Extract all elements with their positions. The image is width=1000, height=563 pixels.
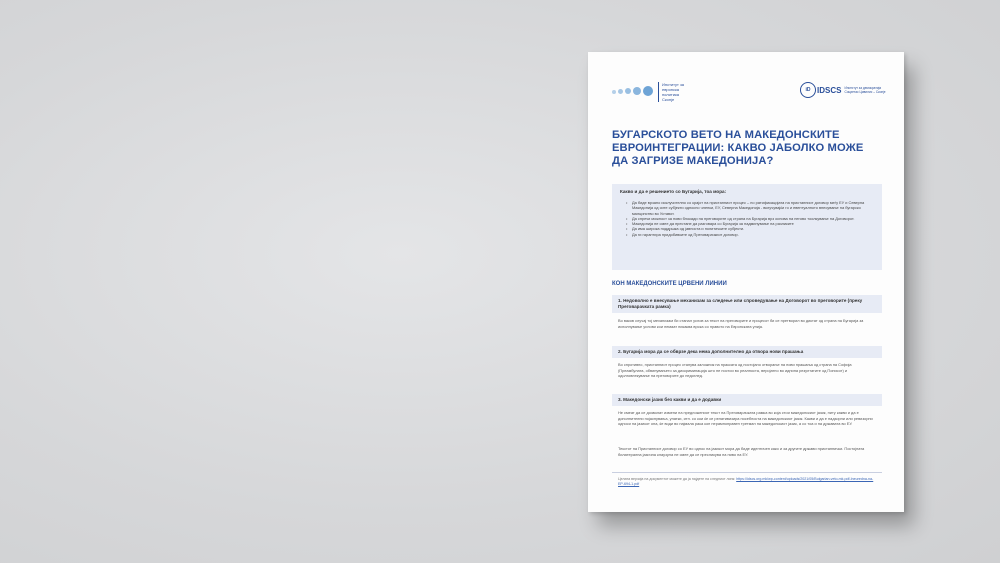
document-page: [588, 52, 904, 512]
list-item: • Да биде врзано исклучително со крајот на пристапниот процес – по ратификацијата на пристапниот договор меѓу ЕУ и Северна Македонија од сите субјекти односно членки, ЕУ, Северна Македонија - вклучувајќи го и евентуалното внесување на бугарско малцинство во Уставот.: [626, 200, 871, 216]
point-3-text: Не смеат да се дозволат измени на предложениот текст на Преговарачката рамка во која стои македонскиот јазик, ниту какви и да е дополнителни појаснувања, упатки, итн. со кои ќе се релативизира посебноста на македонскиот јазик. Какви и да е надзорни или ревизорни односи на јазикот она, ќе води во најмала рака кон нерамноправен третман на македонскиот јазик, а со тоа и на државата во ЕУ.: [618, 410, 873, 427]
requirements-box: [612, 184, 882, 270]
idscs-circle-icon: iD: [800, 82, 816, 98]
list-item: • Да ги гарантира придобивките од Преговарачкиот договор.: [626, 232, 871, 237]
footer-text: Целата верзија на документот можете да ја најдете на следниот линк:: [618, 477, 736, 481]
point-3-heading: 3. Македонски јазик без какви и да е додавки: [612, 394, 882, 406]
point-1-text: Во ваков случај тој механизам би станал услов за текот на преговорите и процесот би се претворил во диктат од страна на Бугарија за исполнување услови кои немаат никаква врска со правото на Европската унија.: [618, 318, 864, 329]
document-title: БУГАРСКОТО ВЕТО НА МАКЕДОНСКИТЕ ЕВРОИНТЕГРАЦИИ: КАКВО ЈАБОЛКО МОЖЕ ДА ЗАГРИЗЕ МАКЕДОНИЈА?: [612, 129, 864, 167]
idscs-logo-mark: IDSCS: [817, 85, 842, 95]
point-2-heading: 2. Бугарија мора да се обврзе дека нема дополнително да отвора нови прашања: [612, 346, 882, 358]
point-1-heading: 1. Недоволно е внесување механизам за следење или спроведување на Договорот во преговорите (преку Преговарачката рамка): [612, 295, 882, 313]
footer-note: [618, 477, 876, 487]
list-item: • Да има широка поддршка од јавноста и политичките субјекти.: [626, 226, 871, 231]
requirements-list: [626, 200, 871, 237]
ep-logo-text: Институт за европска политика Скопје: [658, 82, 692, 102]
point-3-text-2: Текстот на Пристапниот договор со ЕУ во однос на јазикот мора да биде идентичен како и за другите држави пристапнички. Постојната билатерална јазична клаузула не смее да се пресликува на ниво на ЕУ.: [618, 446, 865, 457]
idscs-logo: [800, 82, 890, 98]
footer-divider: [612, 472, 882, 473]
dots-logo-icon: [612, 83, 654, 101]
requirements-heading: Какво и да е решението со Бугарија, тоа мора:: [620, 189, 727, 194]
footer-link[interactable]: https://idscs.org.mk/wp-content/uploads/2021/05/Bulgarian-veto-mk.pdf-Ineuredna-na-EP-694-1.pdf: [618, 477, 874, 486]
idscs-logo-sub: Институт за демократија Социетас Цивилис – Скопје: [844, 86, 886, 94]
section-title: КОН МАКЕДОНСКИТЕ ЦРВЕНИ ЛИНИИ: [612, 281, 727, 287]
list-item: • Македонија не смее да престане да разговара со Бугарија за надминување на разликите: [626, 221, 871, 226]
ep-institute-logo: [612, 79, 692, 105]
point-2-text: Во спротивно, пристапниот процес станува заложник на праксата од постојано отворање на нови прашања од страна на Софија (Преамбулата, обвинувањето за дискриминација што не постои во реалноста, веројатно во иднина резултатите од Пописот) и одолговлекување на преговорите до недоглед.: [618, 362, 852, 379]
list-item: • Да спречи можност за нови блокади на преговорите од страна на Бугарија врз основа на негово тоолкување на Договорот.: [626, 216, 871, 221]
